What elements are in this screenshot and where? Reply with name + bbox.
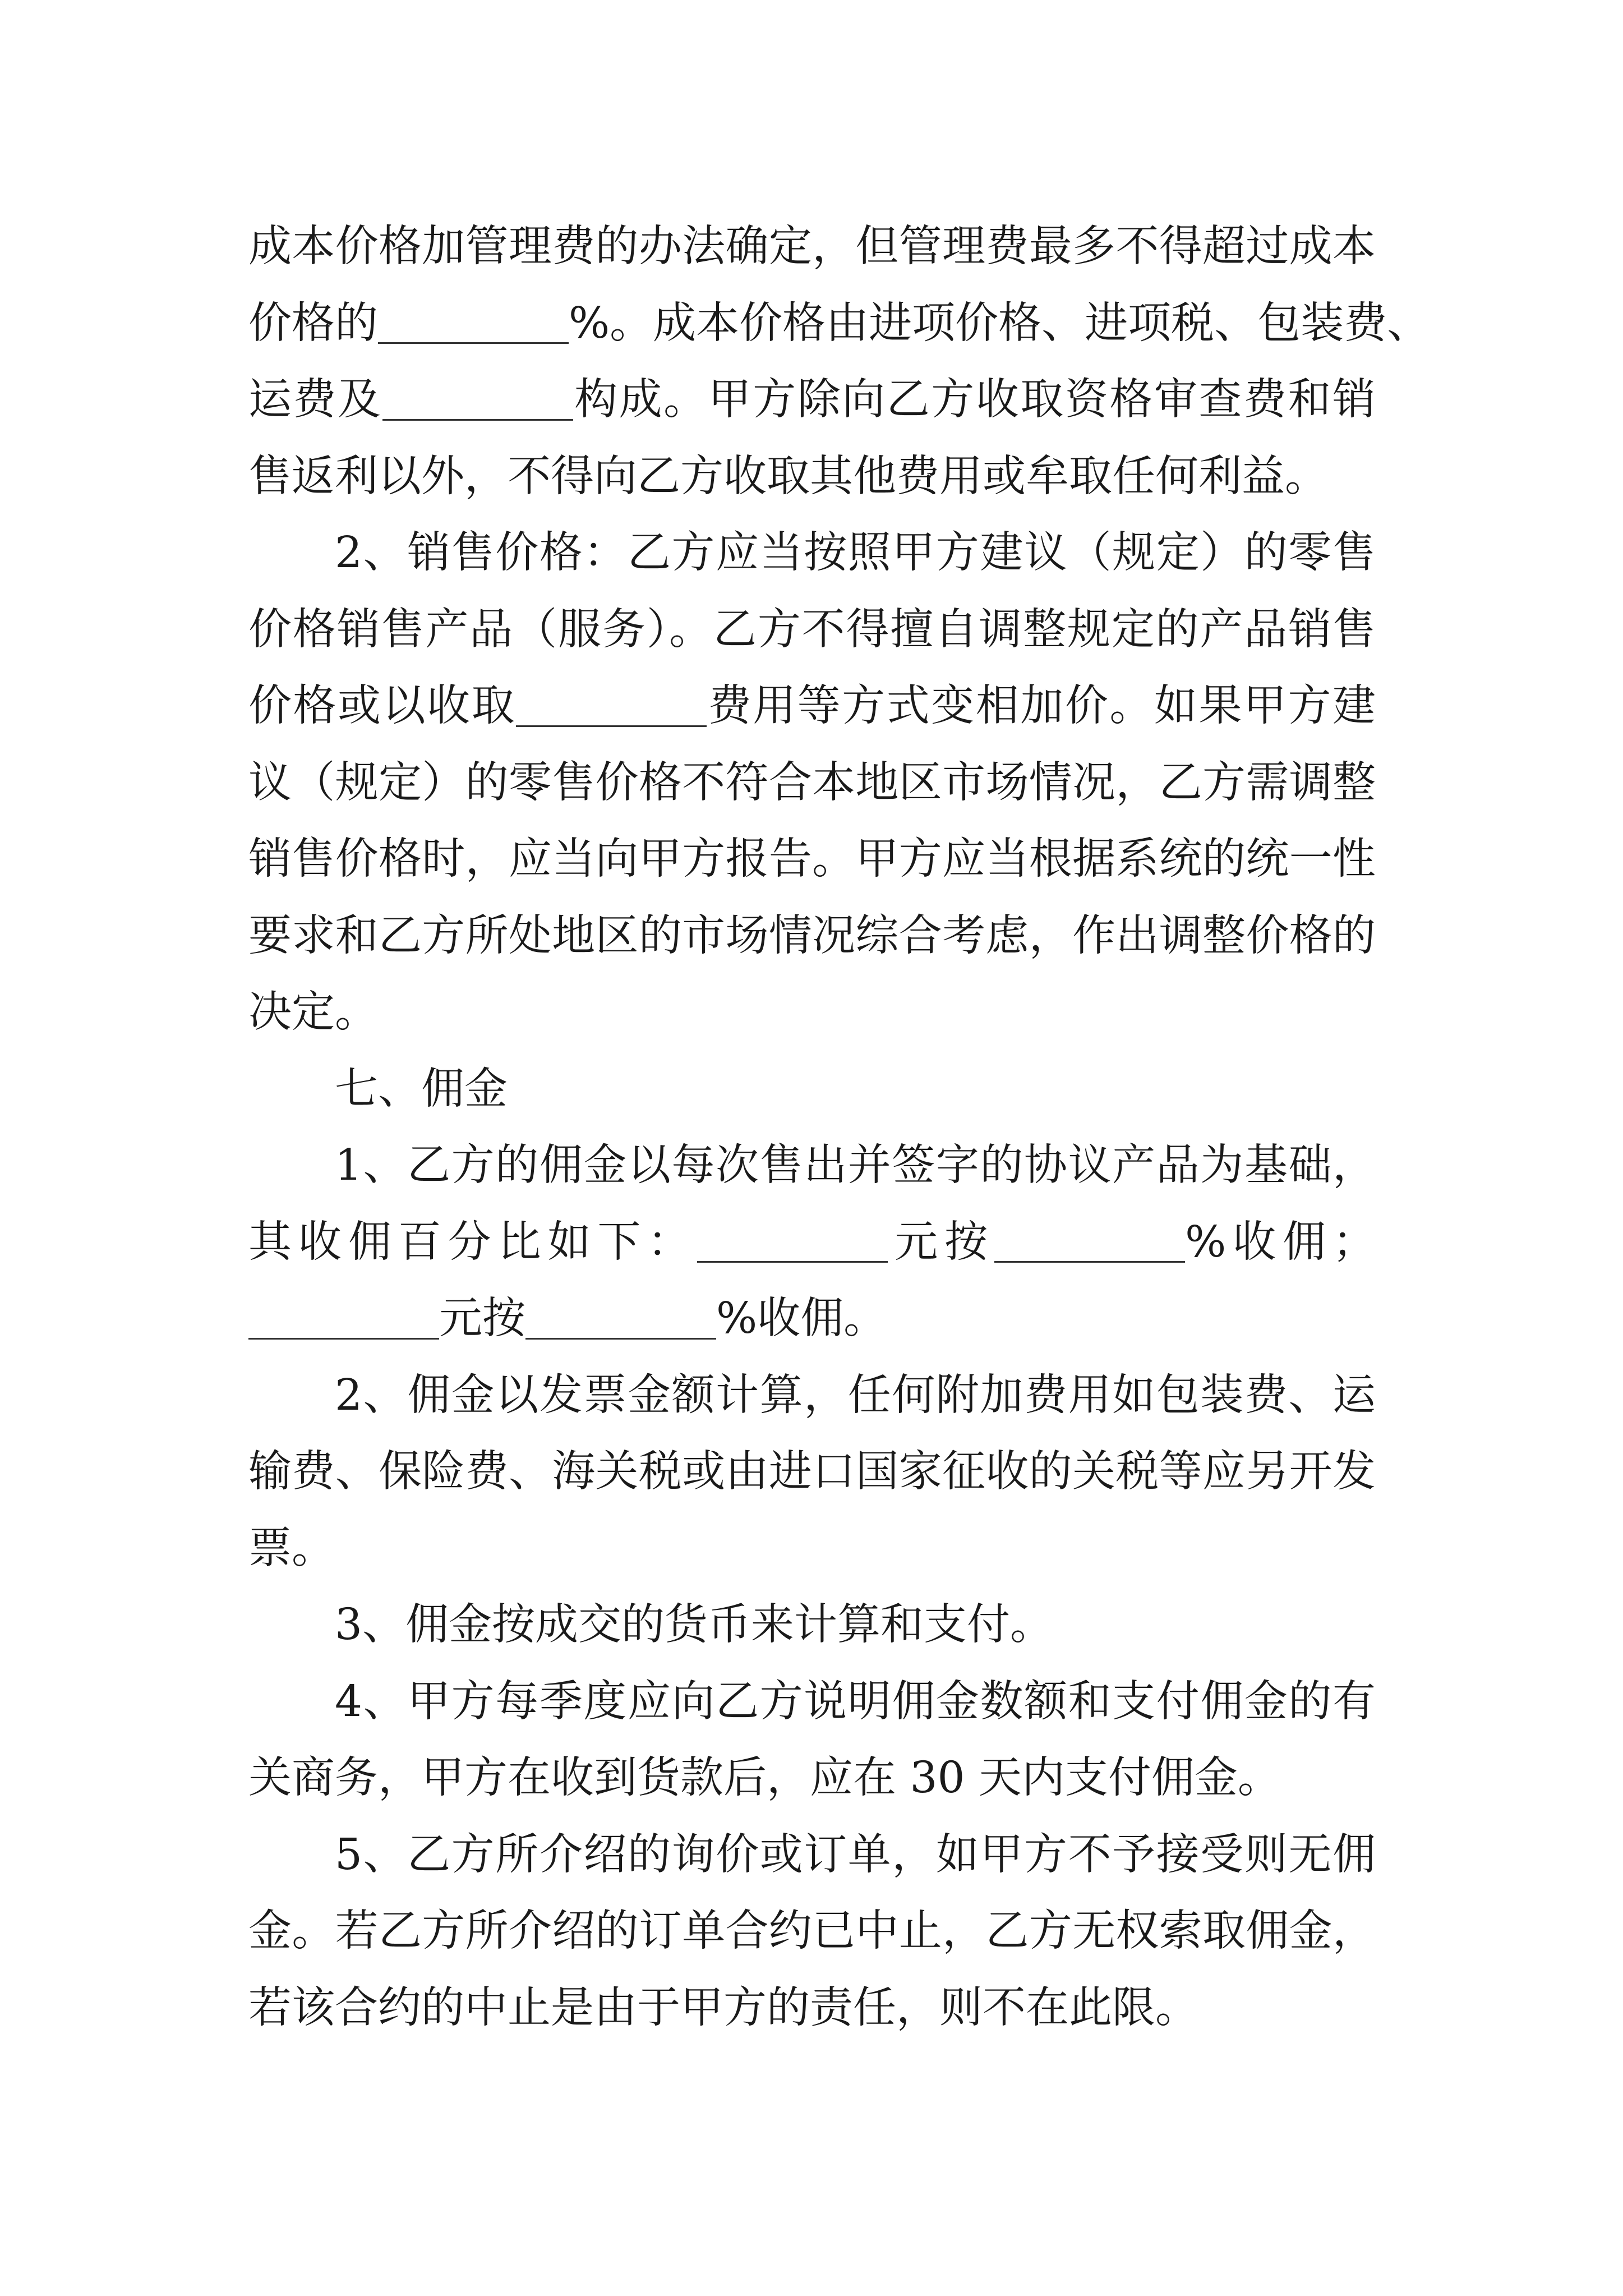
paragraph-line: [248, 439, 1376, 516]
text-segment: %收佣；: [1185, 1217, 1376, 1267]
text-segment: 票。: [248, 1523, 335, 1573]
paragraph-line: [248, 286, 1431, 362]
text-segment: 价格销售产品（服务）。乙方不得擅自调整规定的产品销售: [248, 604, 1376, 655]
paragraph-line: [248, 745, 1376, 822]
paragraph-line: [248, 821, 1376, 898]
text-segment: 价格的: [248, 298, 378, 348]
text-segment: %收佣。: [716, 1294, 887, 1343]
text-segment: 元按: [439, 1294, 525, 1343]
text-segment: 若该合约的中止是由于甲方的责任，则不在此限。: [248, 1982, 1198, 2033]
text-segment: 元按: [888, 1217, 995, 1267]
paragraph-line: [248, 1051, 1376, 1128]
paragraph-line: [248, 1587, 1376, 1664]
text-segment: 关商务，甲方在收到货款后，应在 30 天内支付佣金。: [248, 1753, 1281, 1803]
text-segment: 要求和乙方所处地区的市场情况综合考虑，作出调整价格的: [248, 910, 1376, 961]
fill-in-blank: [248, 1295, 439, 1340]
text-segment: 七、佣金: [335, 1064, 508, 1114]
fill-in-blank: [516, 682, 707, 727]
paragraph-line: [248, 1358, 1376, 1434]
text-segment: 4、甲方每季度应向乙方说明佣金数额和支付佣金的有: [335, 1676, 1376, 1727]
text-segment: 输费、保险费、海关税或由进口国家征收的关税等应另开发: [248, 1447, 1376, 1497]
paragraph-line: [248, 1434, 1376, 1511]
text-segment: 2、销售价格：乙方应当按照甲方建议（规定）的零售: [335, 528, 1376, 578]
text-segment: 费用等方式变相加价。如果甲方建: [707, 681, 1376, 731]
fill-in-blank: [378, 299, 569, 344]
paragraph-line: [248, 668, 1376, 745]
text-segment: %。成本价格由进项价格、进项税、包装费、: [569, 298, 1431, 348]
paragraph-line: [248, 1281, 1376, 1358]
text-segment: 售返利以外，不得向乙方收取其他费用或牟取任何利益。: [248, 451, 1328, 501]
fill-in-blank: [697, 1218, 888, 1263]
paragraph-line: [248, 1664, 1376, 1741]
paragraph-line: [248, 1893, 1376, 1970]
text-segment: 1、乙方的佣金以每次售出并签字的协议产品为基础，: [335, 1140, 1376, 1190]
fill-in-blank: [525, 1295, 716, 1340]
text-segment: 运费及: [248, 375, 382, 425]
fill-in-blank: [382, 376, 573, 421]
paragraph-line: [248, 515, 1376, 592]
text-segment: 销售价格时，应当向甲方报告。甲方应当根据系统的统一性: [248, 834, 1376, 884]
text-segment: 5、乙方所介绍的询价或订单，如甲方不予接受则无佣: [335, 1829, 1376, 1880]
paragraph-line: [248, 1128, 1376, 1204]
paragraph-line: [248, 1817, 1376, 1894]
paragraph-line: [248, 1204, 1376, 1281]
text-segment: 3、佣金按成交的货币来计算和支付。: [335, 1600, 1053, 1650]
text-segment: 2、佣金以发票金额计算，任何附加费用如包装费、运: [335, 1370, 1376, 1420]
fill-in-blank: [994, 1218, 1185, 1263]
document-page: [248, 209, 1431, 2046]
text-segment: 金。若乙方所介绍的订单合约已中止，乙方无权索取佣金，: [248, 1906, 1376, 1956]
paragraph-line: [248, 1740, 1376, 1817]
text-segment: 构成。甲方除向乙方收取资格审查费和销: [573, 375, 1376, 425]
paragraph-line: [248, 898, 1376, 975]
paragraph-line: [248, 1970, 1376, 2047]
paragraph-line: [248, 209, 1376, 286]
text-segment: 其收佣百分比如下：: [248, 1217, 698, 1267]
paragraph-line: [248, 1511, 1376, 1588]
paragraph-line: [248, 362, 1376, 439]
paragraph-line: [248, 974, 1376, 1051]
text-segment: 决定。: [248, 987, 378, 1037]
text-segment: 价格或以收取: [248, 681, 517, 731]
text-segment: 议（规定）的零售价格不符合本地区市场情况，乙方需调整: [248, 757, 1376, 808]
paragraph-line: [248, 592, 1376, 669]
text-segment: 成本价格加管理费的办法确定，但管理费最多不得超过成本: [248, 222, 1376, 272]
